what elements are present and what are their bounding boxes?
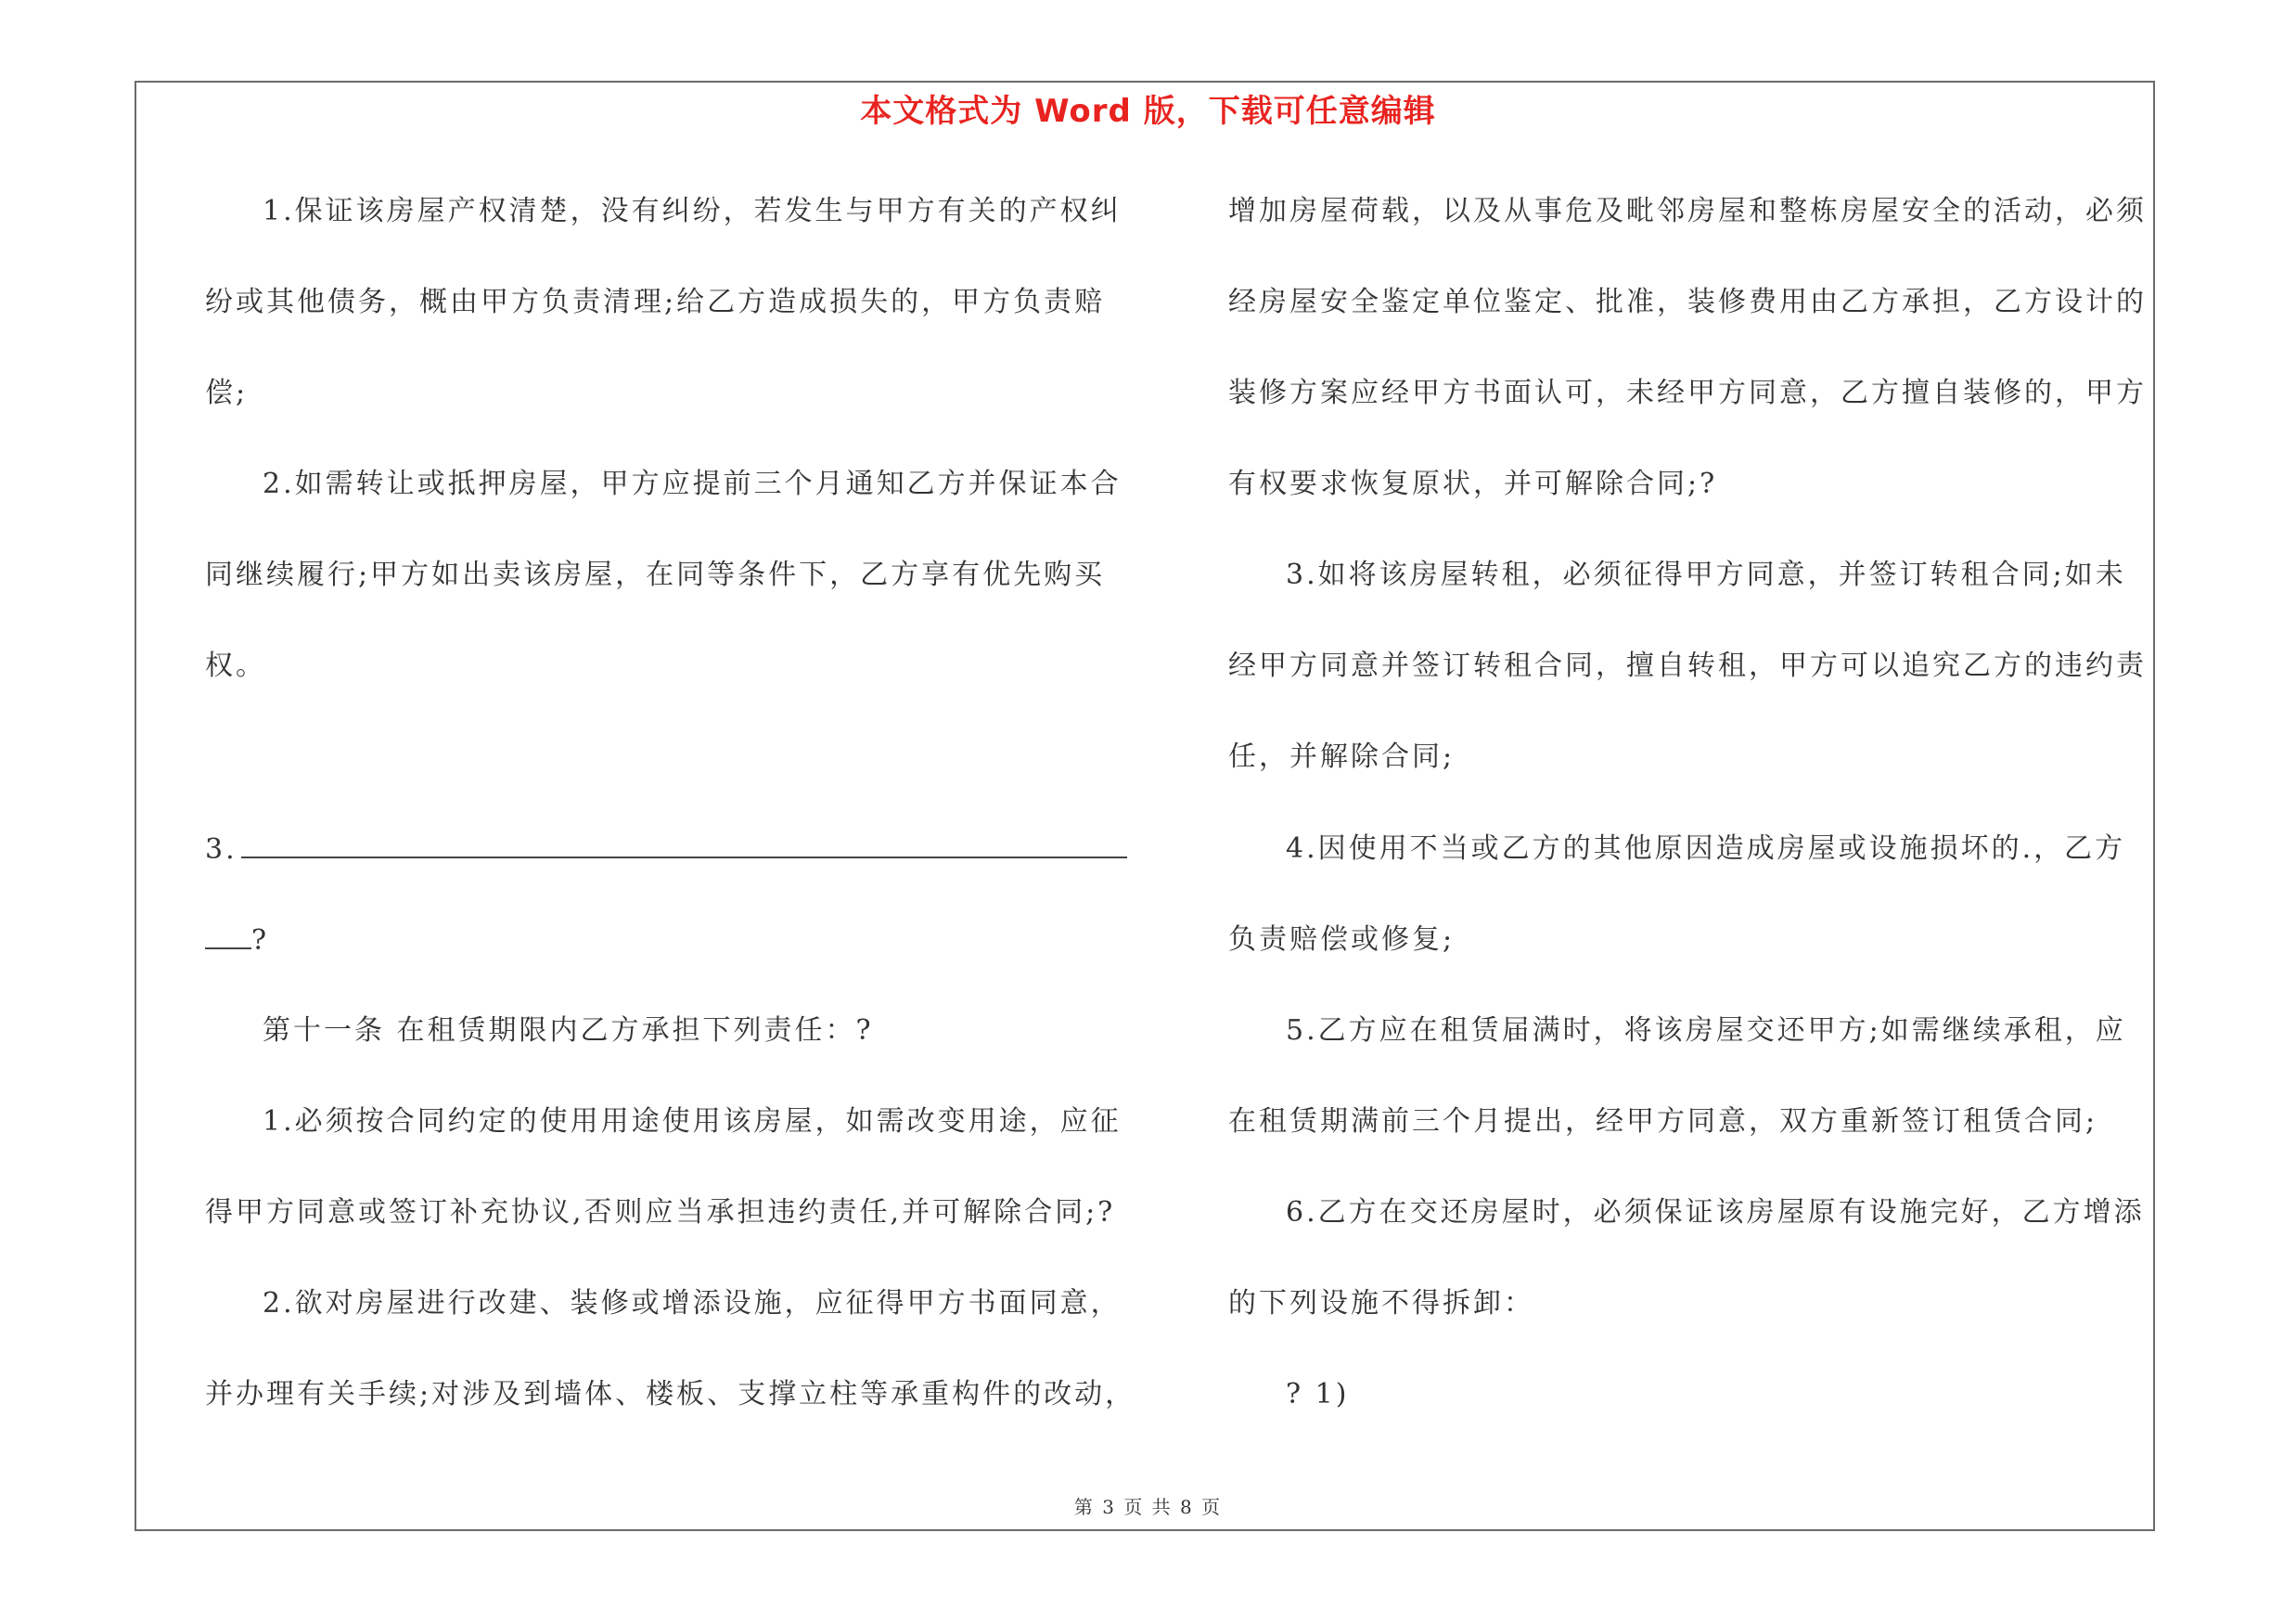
page-number-footer: 第 3 页 共 8 页 <box>1073 1496 1223 1518</box>
paragraph-line: 纷或其他债务，概由甲方负责清理;给乙方造成损失的，甲方负责赔 <box>205 286 1106 318</box>
fill-in-blank-rule <box>241 831 1127 858</box>
paragraph-line: 1.保证该房屋产权清楚，没有纠纷，若发生与甲方有关的产权纠 <box>263 195 1122 227</box>
paragraph-line: 有权要求恢复原状，并可解除合同;? <box>1228 468 1718 500</box>
blank-item-number: 3. <box>205 833 237 866</box>
paragraph-line: 增加房屋荷载，以及从事危及毗邻房屋和整栋房屋安全的活动，必须 <box>1228 195 2147 227</box>
paragraph-line: 经甲方同意并签订转租合同，擅自转租，甲方可以追究乙方的违约责 <box>1228 650 2147 682</box>
paragraph-line: 在租赁期满前三个月提出，经甲方同意，双方重新签订租赁合同; <box>1228 1105 2098 1138</box>
paragraph-line: 同继续履行;甲方如出卖该房屋，在同等条件下，乙方享有优先购买 <box>205 559 1106 591</box>
paragraph-line: 负责赔偿或修复; <box>1228 923 1456 956</box>
paragraph-line: 2.如需转让或抵押房屋，甲方应提前三个月通知乙方并保证本合 <box>263 468 1122 500</box>
paragraph-line: 6.乙方在交还房屋时，必须保证该房屋原有设施完好，乙方增添 <box>1286 1196 2145 1229</box>
paragraph-line: 并办理有关手续;对涉及到墙体、楼板、支撑立柱等承重构件的改动， <box>205 1378 1136 1410</box>
paragraph-line: 任，并解除合同; <box>1228 741 1456 773</box>
list-item-marker: ? 1) <box>1286 1378 1350 1410</box>
paragraph-line: 5.乙方应在租赁届满时，将该房屋交还甲方;如需继续承租，应 <box>1286 1014 2126 1047</box>
paragraph-line: 经房屋安全鉴定单位鉴定、批准，装修费用由乙方承担，乙方设计的 <box>1228 286 2147 318</box>
fill-in-blank-rule-short <box>205 921 251 949</box>
paragraph-line: 装修方案应经甲方书面认可，未经甲方同意，乙方擅自装修的，甲方 <box>1228 377 2147 409</box>
paragraph-line: 2.欲对房屋进行改建、装修或增添设施，应征得甲方书面同意， <box>263 1287 1122 1320</box>
paragraph-line: 偿; <box>205 377 249 409</box>
header-banner: 本文格式为 Word 版，下载可任意编辑 <box>860 93 1436 130</box>
paragraph-line: 权。 <box>205 650 266 682</box>
paragraph-line: 4.因使用不当或乙方的其他原因造成房屋或设施损坏的.，乙方 <box>1286 832 2126 865</box>
blank-item-mark: ? <box>251 924 270 957</box>
article-heading: 第十一条 在租赁期限内乙方承担下列责任：? <box>263 1014 874 1047</box>
blank-item-continuation <box>205 921 269 960</box>
paragraph-line: 的下列设施不得拆卸： <box>1228 1287 1534 1320</box>
paragraph-line: 3.如将该房屋转租，必须征得甲方同意，并签订转租合同;如未 <box>1286 559 2126 591</box>
paragraph-line: 得甲方同意或签订补充协议,否则应当承担违约责任,并可解除合同;? <box>205 1196 1116 1229</box>
paragraph-line: 1.必须按合同约定的使用用途使用该房屋，如需改变用途，应征 <box>263 1105 1122 1138</box>
blank-item-line <box>205 831 1127 869</box>
